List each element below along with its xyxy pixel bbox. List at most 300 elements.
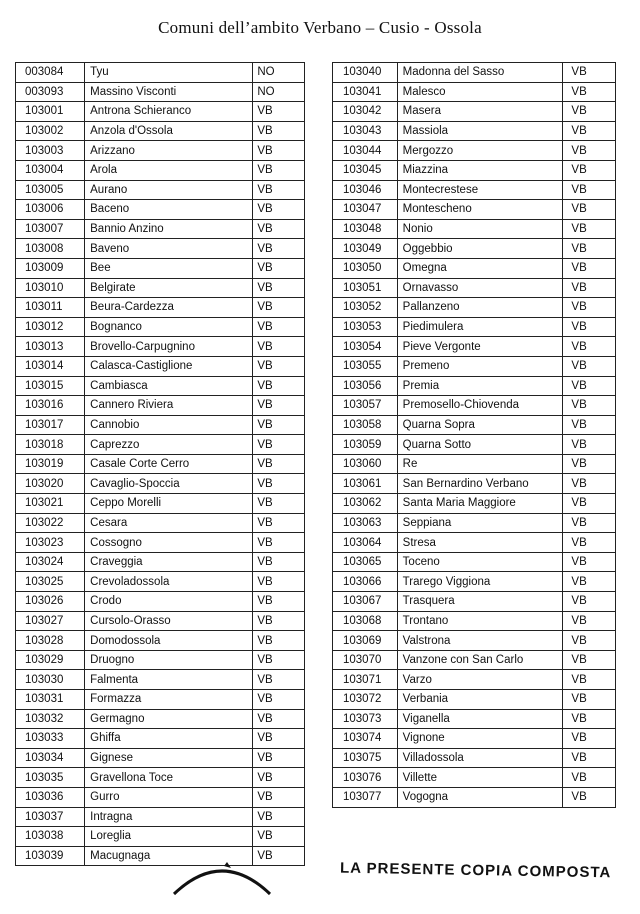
table-row [333, 317, 616, 337]
province-cell: VB [253, 239, 305, 259]
table-row [16, 180, 305, 200]
comune-name-cell: Ornavasso [397, 278, 563, 298]
istat-code-cell: 103028 [16, 631, 85, 651]
province-cell: VB [253, 827, 305, 847]
table-row [16, 396, 305, 416]
province-cell: VB [563, 102, 616, 122]
comune-name-cell: Cursolo-Orasso [85, 611, 253, 631]
comune-name-cell: Premosello-Chiovenda [397, 396, 563, 416]
province-cell: VB [563, 611, 616, 631]
province-cell: VB [253, 298, 305, 318]
province-cell: VB [563, 748, 616, 768]
istat-code-cell: 103071 [333, 670, 398, 690]
province-cell: VB [563, 278, 616, 298]
istat-code-cell: 103061 [333, 474, 398, 494]
comune-name-cell: Miazzina [397, 160, 563, 180]
table-row [16, 63, 305, 83]
istat-code-cell: 103008 [16, 239, 85, 259]
comune-name-cell: Seppiana [397, 513, 563, 533]
official-seal-mark [172, 854, 272, 914]
comune-name-cell: Belgirate [85, 278, 253, 298]
istat-code-cell: 103065 [333, 552, 398, 572]
comune-name-cell: Vanzone con San Carlo [397, 650, 563, 670]
table-row [333, 219, 616, 239]
province-cell: VB [253, 141, 305, 161]
province-cell: VB [563, 592, 616, 612]
table-row [16, 709, 305, 729]
province-cell: VB [253, 337, 305, 357]
province-cell: VB [253, 533, 305, 553]
comune-name-cell: Brovello-Carpugnino [85, 337, 253, 357]
istat-code-cell: 103056 [333, 376, 398, 396]
table-row [333, 533, 616, 553]
istat-code-cell: 103034 [16, 748, 85, 768]
comune-name-cell: Mergozzo [397, 141, 563, 161]
province-cell: VB [253, 317, 305, 337]
comuni-table-left [15, 62, 305, 866]
comune-name-cell: Beura-Cardezza [85, 298, 253, 318]
table-row [16, 239, 305, 259]
table-row [16, 513, 305, 533]
comune-name-cell: Tyu [85, 63, 253, 83]
province-cell: VB [253, 787, 305, 807]
province-cell: VB [253, 219, 305, 239]
comune-name-cell: Aurano [85, 180, 253, 200]
table-row [16, 572, 305, 592]
province-cell: VB [563, 768, 616, 788]
istat-code-cell: 103076 [333, 768, 398, 788]
istat-code-cell: 103052 [333, 298, 398, 318]
table-row [333, 82, 616, 102]
table-row [16, 552, 305, 572]
province-cell: VB [563, 239, 616, 259]
province-cell: VB [563, 337, 616, 357]
table-row [333, 454, 616, 474]
comune-name-cell: Trontano [397, 611, 563, 631]
table-row [333, 670, 616, 690]
istat-code-cell: 103019 [16, 454, 85, 474]
table-row [16, 592, 305, 612]
comune-name-cell: Antrona Schieranco [85, 102, 253, 122]
comune-name-cell: Loreglia [85, 827, 253, 847]
comune-name-cell: Oggebbio [397, 239, 563, 259]
istat-code-cell: 103015 [16, 376, 85, 396]
comune-name-cell: Malesco [397, 82, 563, 102]
table-row [333, 396, 616, 416]
istat-code-cell: 103047 [333, 200, 398, 220]
province-cell: VB [253, 356, 305, 376]
province-cell: VB [563, 141, 616, 161]
table-row [16, 317, 305, 337]
istat-code-cell: 103042 [333, 102, 398, 122]
table-row [16, 141, 305, 161]
table-row [333, 376, 616, 396]
province-cell: VB [563, 415, 616, 435]
table-row [16, 474, 305, 494]
istat-code-cell: 103036 [16, 787, 85, 807]
comune-name-cell: Intragna [85, 807, 253, 827]
comune-name-cell: Casale Corte Cerro [85, 454, 253, 474]
province-cell: VB [563, 474, 616, 494]
comune-name-cell: Cavaglio-Spoccia [85, 474, 253, 494]
province-cell: VB [253, 611, 305, 631]
province-cell: VB [253, 494, 305, 514]
table-row [16, 631, 305, 651]
province-cell: VB [563, 219, 616, 239]
table-row [333, 631, 616, 651]
istat-code-cell: 103067 [333, 592, 398, 612]
istat-code-cell: 103060 [333, 454, 398, 474]
comune-name-cell: Villette [397, 768, 563, 788]
istat-code-cell: 103004 [16, 160, 85, 180]
comune-name-cell: Toceno [397, 552, 563, 572]
province-cell: VB [253, 690, 305, 710]
table-row [16, 200, 305, 220]
province-cell: VB [563, 435, 616, 455]
table-row [333, 121, 616, 141]
comune-name-cell: Druogno [85, 650, 253, 670]
istat-code-cell: 103075 [333, 748, 398, 768]
province-cell: VB [253, 807, 305, 827]
comune-name-cell: Re [397, 454, 563, 474]
istat-code-cell: 103014 [16, 356, 85, 376]
table-row [16, 807, 305, 827]
table-row [333, 787, 616, 807]
province-cell: VB [253, 435, 305, 455]
table-row [333, 768, 616, 788]
table-row [16, 258, 305, 278]
comune-name-cell: Quarna Sotto [397, 435, 563, 455]
comune-name-cell: Pieve Vergonte [397, 337, 563, 357]
province-cell: VB [563, 258, 616, 278]
istat-code-cell: 103026 [16, 592, 85, 612]
table-row [333, 102, 616, 122]
istat-code-cell: 103039 [16, 846, 85, 866]
table-row [16, 494, 305, 514]
province-cell: NO [253, 82, 305, 102]
table-row [333, 748, 616, 768]
comune-name-cell: Arizzano [85, 141, 253, 161]
comune-name-cell: Falmenta [85, 670, 253, 690]
comune-name-cell: Viganella [397, 709, 563, 729]
table-row [333, 415, 616, 435]
table-row [333, 611, 616, 631]
province-cell: VB [253, 650, 305, 670]
table-row [333, 200, 616, 220]
province-cell: VB [563, 552, 616, 572]
table-row [16, 337, 305, 357]
province-cell: VB [563, 494, 616, 514]
comune-name-cell: Bognanco [85, 317, 253, 337]
comune-name-cell: Arola [85, 160, 253, 180]
comune-name-cell: Quarna Sopra [397, 415, 563, 435]
istat-code-cell: 103030 [16, 670, 85, 690]
table-row [333, 141, 616, 161]
comune-name-cell: Ceppo Morelli [85, 494, 253, 514]
comune-name-cell: Verbania [397, 690, 563, 710]
istat-code-cell: 103007 [16, 219, 85, 239]
province-cell: VB [563, 356, 616, 376]
istat-code-cell: 103073 [333, 709, 398, 729]
istat-code-cell: 103017 [16, 415, 85, 435]
istat-code-cell: 103032 [16, 709, 85, 729]
comune-name-cell: Gravellona Toce [85, 768, 253, 788]
province-cell: VB [563, 454, 616, 474]
istat-code-cell: 103012 [16, 317, 85, 337]
province-cell: VB [253, 670, 305, 690]
table-row [16, 611, 305, 631]
comune-name-cell: Omegna [397, 258, 563, 278]
province-cell: VB [563, 376, 616, 396]
table-row [333, 729, 616, 749]
province-cell: VB [253, 278, 305, 298]
comune-name-cell: Piedimulera [397, 317, 563, 337]
province-cell: VB [253, 180, 305, 200]
table-row [333, 258, 616, 278]
istat-code-cell: 103033 [16, 729, 85, 749]
istat-code-cell: 103016 [16, 396, 85, 416]
table-row [16, 82, 305, 102]
comune-name-cell: Cannero Riviera [85, 396, 253, 416]
comune-name-cell: Macugnaga [85, 846, 253, 866]
province-cell: VB [563, 82, 616, 102]
istat-code-cell: 103068 [333, 611, 398, 631]
table-row [16, 650, 305, 670]
comune-name-cell: Domodossola [85, 631, 253, 651]
comune-name-cell: Madonna del Sasso [397, 63, 563, 83]
table-row [333, 63, 616, 83]
istat-code-cell: 103066 [333, 572, 398, 592]
istat-code-cell: 103064 [333, 533, 398, 553]
istat-code-cell: 103062 [333, 494, 398, 514]
province-cell: VB [253, 200, 305, 220]
istat-code-cell: 103002 [16, 121, 85, 141]
comune-name-cell: Formazza [85, 690, 253, 710]
istat-code-cell: 103020 [16, 474, 85, 494]
istat-code-cell: 103069 [333, 631, 398, 651]
comune-name-cell: Premia [397, 376, 563, 396]
comune-name-cell: Ghiffa [85, 729, 253, 749]
istat-code-cell: 103048 [333, 219, 398, 239]
istat-code-cell: 103009 [16, 258, 85, 278]
comune-name-cell: Craveggia [85, 552, 253, 572]
comune-name-cell: Vogogna [397, 787, 563, 807]
table-row [16, 768, 305, 788]
province-cell: VB [563, 513, 616, 533]
table-row [333, 592, 616, 612]
province-cell: VB [563, 298, 616, 318]
province-cell: VB [563, 63, 616, 83]
istat-code-cell: 103029 [16, 650, 85, 670]
table-row [333, 239, 616, 259]
province-cell: VB [563, 729, 616, 749]
province-cell: VB [563, 709, 616, 729]
table-row [333, 298, 616, 318]
comune-name-cell: Cesara [85, 513, 253, 533]
table-row [333, 337, 616, 357]
province-cell: VB [563, 690, 616, 710]
table-row [16, 533, 305, 553]
table-row [16, 435, 305, 455]
table-row [16, 160, 305, 180]
istat-code-cell: 103001 [16, 102, 85, 122]
table-row [16, 121, 305, 141]
istat-code-cell: 103035 [16, 768, 85, 788]
table-row [16, 729, 305, 749]
comune-name-cell: Gignese [85, 748, 253, 768]
province-cell: VB [253, 102, 305, 122]
istat-code-cell: 103050 [333, 258, 398, 278]
table-row [333, 180, 616, 200]
comune-name-cell: Germagno [85, 709, 253, 729]
istat-code-cell: 103045 [333, 160, 398, 180]
table-row [333, 572, 616, 592]
province-cell: VB [253, 709, 305, 729]
table-row [333, 513, 616, 533]
istat-code-cell: 103043 [333, 121, 398, 141]
istat-code-cell: 103077 [333, 787, 398, 807]
table-row [16, 102, 305, 122]
province-cell: VB [253, 748, 305, 768]
comune-name-cell: Masera [397, 102, 563, 122]
province-cell: VB [563, 160, 616, 180]
province-cell: VB [563, 631, 616, 651]
istat-code-cell: 103058 [333, 415, 398, 435]
table-row [333, 474, 616, 494]
province-cell: VB [253, 160, 305, 180]
comune-name-cell: San Bernardino Verbano [397, 474, 563, 494]
istat-code-cell: 103057 [333, 396, 398, 416]
istat-code-cell: 103031 [16, 690, 85, 710]
istat-code-cell: 103024 [16, 552, 85, 572]
province-cell: VB [253, 729, 305, 749]
table-row [333, 160, 616, 180]
istat-code-cell: 003084 [16, 63, 85, 83]
istat-code-cell: 103018 [16, 435, 85, 455]
comune-name-cell: Caprezzo [85, 435, 253, 455]
istat-code-cell: 103010 [16, 278, 85, 298]
istat-code-cell: 103059 [333, 435, 398, 455]
table-row [16, 219, 305, 239]
comune-name-cell: Santa Maria Maggiore [397, 494, 563, 514]
istat-code-cell: 103074 [333, 729, 398, 749]
page-title: Comuni dell’ambito Verbano – Cusio - Ossola [158, 18, 482, 37]
province-cell: VB [253, 552, 305, 572]
comune-name-cell: Calasca-Castiglione [85, 356, 253, 376]
province-cell: VB [253, 258, 305, 278]
comune-name-cell: Massiola [397, 121, 563, 141]
istat-code-cell: 103038 [16, 827, 85, 847]
table-row [16, 827, 305, 847]
istat-code-cell: 103070 [333, 650, 398, 670]
istat-code-cell: 103027 [16, 611, 85, 631]
istat-code-cell: 103044 [333, 141, 398, 161]
istat-code-cell: 103013 [16, 337, 85, 357]
table-row [16, 278, 305, 298]
table-row [16, 670, 305, 690]
province-cell: VB [253, 631, 305, 651]
province-cell: VB [253, 592, 305, 612]
table-row [16, 454, 305, 474]
comune-name-cell: Baceno [85, 200, 253, 220]
istat-code-cell: 103072 [333, 690, 398, 710]
table-row [16, 748, 305, 768]
comune-name-cell: Valstrona [397, 631, 563, 651]
province-cell: VB [253, 474, 305, 494]
province-cell: VB [563, 533, 616, 553]
istat-code-cell: 103006 [16, 200, 85, 220]
table-row [16, 415, 305, 435]
istat-code-cell: 103022 [16, 513, 85, 533]
table-row [333, 356, 616, 376]
comune-name-cell: Crevoladossola [85, 572, 253, 592]
comune-name-cell: Stresa [397, 533, 563, 553]
province-cell: VB [563, 396, 616, 416]
istat-code-cell: 103023 [16, 533, 85, 553]
province-cell: VB [563, 650, 616, 670]
istat-code-cell: 103054 [333, 337, 398, 357]
comune-name-cell: Cambiasca [85, 376, 253, 396]
province-cell: VB [253, 396, 305, 416]
province-cell: VB [253, 454, 305, 474]
table-row [16, 690, 305, 710]
comune-name-cell: Varzo [397, 670, 563, 690]
istat-code-cell: 003093 [16, 82, 85, 102]
comune-name-cell: Montescheno [397, 200, 563, 220]
comune-name-cell: Gurro [85, 787, 253, 807]
comune-name-cell: Vignone [397, 729, 563, 749]
comune-name-cell: Trasquera [397, 592, 563, 612]
province-cell: VB [253, 768, 305, 788]
istat-code-cell: 103046 [333, 180, 398, 200]
province-cell: VB [253, 513, 305, 533]
comuni-table-right [332, 62, 616, 808]
province-cell: NO [253, 63, 305, 83]
istat-code-cell: 103051 [333, 278, 398, 298]
province-cell: VB [563, 787, 616, 807]
comune-name-cell: Bannio Anzino [85, 219, 253, 239]
table-row [16, 298, 305, 318]
comune-name-cell: Massino Visconti [85, 82, 253, 102]
istat-code-cell: 103049 [333, 239, 398, 259]
comune-name-cell: Pallanzeno [397, 298, 563, 318]
province-cell: VB [563, 572, 616, 592]
comune-name-cell: Crodo [85, 592, 253, 612]
table-row [16, 787, 305, 807]
province-cell: VB [563, 180, 616, 200]
comune-name-cell: Trarego Viggiona [397, 572, 563, 592]
table-row [16, 376, 305, 396]
istat-code-cell: 103063 [333, 513, 398, 533]
istat-code-cell: 103055 [333, 356, 398, 376]
province-cell: VB [253, 121, 305, 141]
province-cell: VB [563, 670, 616, 690]
province-cell: VB [253, 415, 305, 435]
istat-code-cell: 103037 [16, 807, 85, 827]
province-cell: VB [563, 317, 616, 337]
istat-code-cell: 103041 [333, 82, 398, 102]
istat-code-cell: 103003 [16, 141, 85, 161]
comune-name-cell: Bee [85, 258, 253, 278]
table-row [333, 552, 616, 572]
table-row [333, 690, 616, 710]
province-cell: VB [253, 572, 305, 592]
istat-code-cell: 103053 [333, 317, 398, 337]
table-row [333, 650, 616, 670]
comune-name-cell: Premeno [397, 356, 563, 376]
table-row [333, 709, 616, 729]
comune-name-cell: Montecrestese [397, 180, 563, 200]
